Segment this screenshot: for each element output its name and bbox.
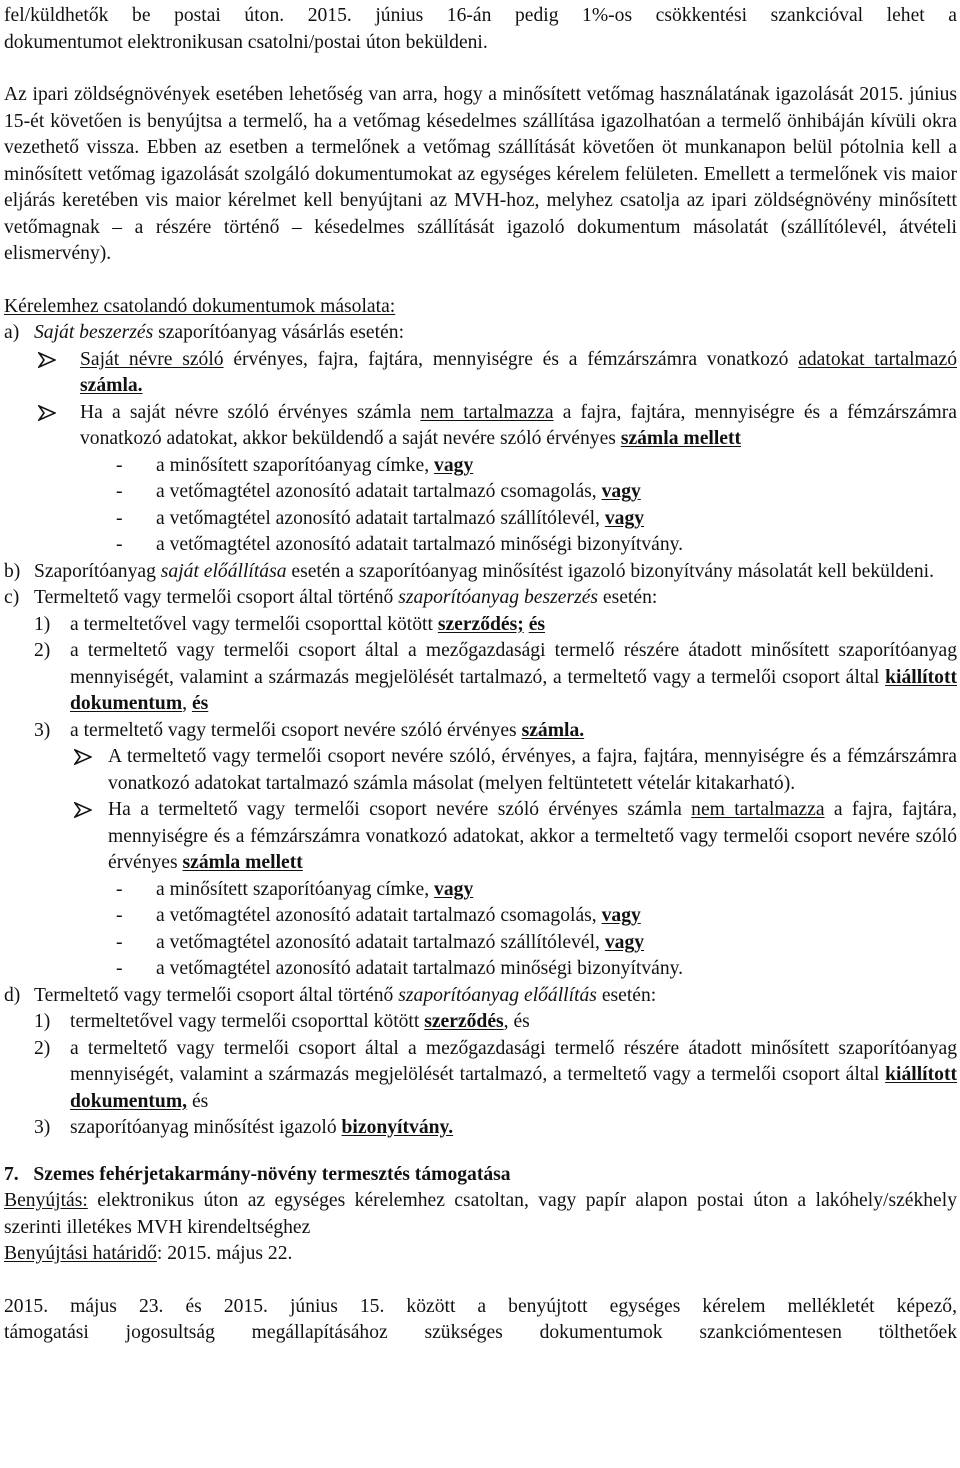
closing-line-1: 2015. május 23. és 2015. június 15. között a benyújtott egységes kérelem mellékletét képező, (4, 1295, 957, 1317)
section-d-item-1: 1) termeltetővel vagy termelői csoporttal kötött szerződés, és (34, 1011, 530, 1032)
deadline-line: Benyújtási határidő: 2015. május 22. (4, 1243, 293, 1264)
section-a-dash-item: - a vetőmagtétel azonosító adatait tartalmazó csomagolás, vagy (116, 481, 641, 502)
arrow-bullet-icon (74, 744, 92, 765)
arrow-bullet-icon (38, 347, 56, 368)
intro-line-2: dokumentumot elektronikusan csatolni/postai úton beküldeni. (4, 31, 488, 53)
section-c-bullet-1: A termeltető vagy termelői csoport nevére szóló, érvényes, a fajra, fajtára, mennyiségre és a fémzárszámra vonatkozó adatokat tartalmazó számla másolat (melyen feltüntetett vételár kitakarható). (4, 744, 957, 797)
section-d-item-2: 2) a termeltető vagy termelői csoport által a mezőgazdasági termelő részére átadott minősített szaporítóanyag mennyiségét, valamint a származás megjelölését tartalmazó, a termeltető vagy a termelői csoport által kiállított dokumentum, és (34, 1037, 957, 1112)
section-b-label: b) (4, 560, 21, 582)
section-d-label: d) (4, 984, 21, 1006)
section-a-bullet-1: Saját névre szóló érvényes, fajra, fajtára, mennyiségre és a fémzárszámra vonatkozó adatokat tartalmazó számla. (4, 347, 957, 400)
section-c-dash-item: - a minősített szaporítóanyag címke, vagy (116, 878, 474, 900)
section-a-label: a) (4, 322, 20, 343)
section-c-dash-item: - a vetőmagtétel azonosító adatait tartalmazó minőségi bizonyítvány. (116, 958, 684, 979)
documents-heading: Kérelemhez csatolandó dokumentumok másolata: (4, 295, 396, 317)
closing-line-2: támogatási jogosultság megállapításához szükséges dokumentumok szankciómentesen tölthetőek (4, 1322, 957, 1343)
section-a-dash-item: - a vetőmagtétel azonosító adatait tartalmazó szállítólevél, vagy (116, 507, 645, 529)
section-7-title: Szemes fehérjetakarmány-növény termesztés támogatása (33, 1163, 511, 1185)
section-c-dash-item: - a vetőmagtétel azonosító adatait tartalmazó csomagolás, vagy (116, 905, 641, 926)
section-a-bullet-2: Ha a saját névre szóló érvényes számla nem tartalmazza a fajra, fajtára, mennyiségre és a fémzárszámra vonatkozó adatokat, akkor beküldendő a saját nevére szóló érvényes számla mellett (4, 400, 957, 453)
section-7-heading (4, 1162, 957, 1189)
section-c-item-1: 1) a termeltetővel vagy termelői csoporttal kötött szerződés; és (34, 613, 546, 635)
arrow-bullet-icon (74, 797, 92, 818)
submission-paragraph: Benyújtás: elektronikus úton az egységes kérelemhez csatoltan, vagy papír alapon postai úton a lakóhely/székhely szerinti illetékes MVH kirendeltséghez (4, 1190, 957, 1238)
section-c-item-3: 3) a termeltető vagy termelői csoport nevére szóló érvényes számla. (34, 719, 585, 741)
section-d-item-3: 3) szaporítóanyag minősítést igazoló bizonyítvány. (34, 1117, 454, 1138)
section-c: c) Termeltető vagy termelői csoport által történő szaporítóanyag beszerzés esetén: (4, 585, 957, 612)
section-b: b) Szaporítóanyag saját előállítása esetén a szaporítóanyag minősítést igazoló bizonyítvány másolatát kell beküldeni. (4, 559, 957, 586)
arrow-bullet-icon (38, 400, 56, 421)
section-c-dash-item: - a vetőmagtétel azonosító adatait tartalmazó szállítólevél, vagy (116, 931, 645, 953)
section-c-item-2: 2) a termeltető vagy termelői csoport által a mezőgazdasági termelő részére átadott minősített szaporítóanyag mennyiségét, valamint a származás megjelölését tartalmazó, a termeltető vagy a termelői csoport által kiállított dokumentum, és (34, 640, 957, 714)
section-d: d) Termeltető vagy termelői csoport által történő szaporítóanyag előállítás esetén: (4, 983, 957, 1010)
section-c-label: c) (4, 587, 20, 608)
section-7-number: 7. (4, 1163, 19, 1185)
intro-line-1: fel/küldhetők be postai úton. 2015. június 16-án pedig 1%-os csökkentési szankcióval lehet a (4, 5, 957, 26)
document-page (4, 3, 957, 1347)
section-a: a) Saját beszerzés szaporítóanyag vásárlás esetén: (4, 320, 957, 347)
section-a-dash-item: - a minősített szaporítóanyag címke, vagy (116, 454, 474, 476)
section-a-dash-item: - a vetőmagtétel azonosító adatait tartalmazó minőségi bizonyítvány. (116, 534, 684, 555)
industrial-vegetables-paragraph: Az ipari zöldségnövények esetében lehetőség van arra, hogy a minősített vetőmag használatának igazolását 2015. június 15-ét követően is benyújtsa a termelő, ha a vetőmag késedelmes szállítása igazolhatóan a termelő önhibáján kívüli okra vezethető vissza. Ebben az esetben a termelőnek a vetőmag szállítását követően öt munkanapon belül pótolnia kell a minősített vetőmag igazolását szolgáló dokumentumokat az egységes kérelem felületen. Emellett a termelőnek vis maior eljárás keretében vis maior kérelmet kell benyújtani az MVH-hoz, melyhez csatolja az ipari zöldségnövény minősített vetőmagnak – a részére történő – késedelmes szállítását igazoló dokumentum másolatát (szállítólevél, átvételi elismervény). (4, 84, 957, 264)
section-c-bullet-2: Ha a termeltető vagy termelői csoport nevére szóló érvényes számla nem tartalmazza a fajra, fajtára, mennyiségre és a fémzárszámra vonatkozó adatokat, akkor a termeltető vagy termelői csoport nevére szóló érvényes számla mellett (4, 797, 957, 877)
